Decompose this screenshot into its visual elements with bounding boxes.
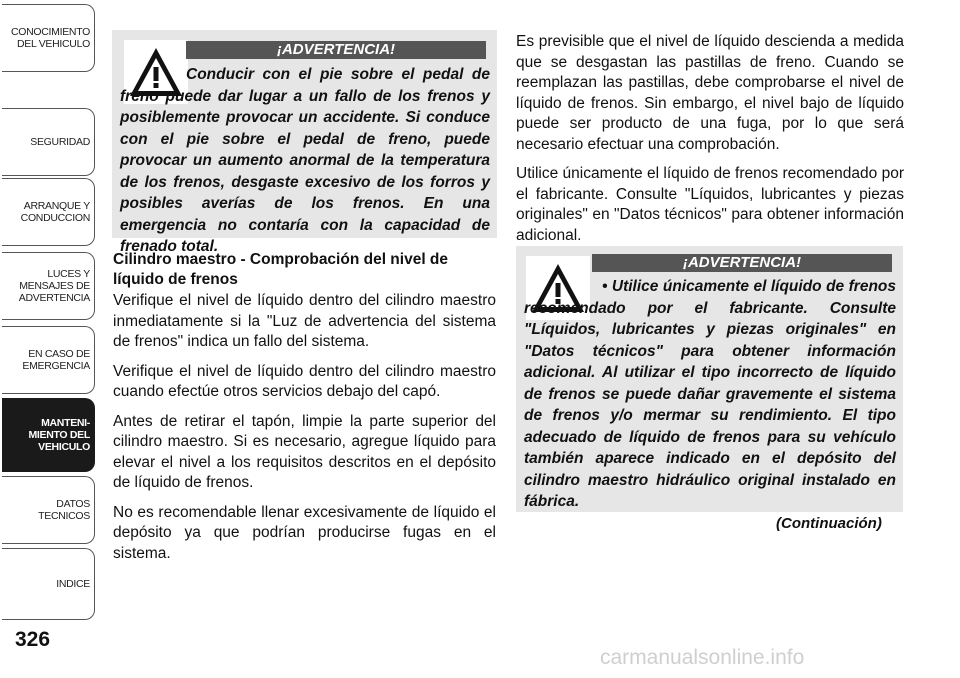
- tab-emergencia[interactable]: EN CASO DE EMERGENCIA: [2, 326, 95, 394]
- section-title: Cilindro maestro - Comprobación del nivel de líquido de frenos: [113, 251, 449, 288]
- left-paragraph-3: Antes de retirar el tapón, limpie la parte superior del cilindro maestro. Si es necesario, agregue líquido para elevar el nivel a los requisitos descritos en el depósito de líquido de frenos.: [113, 412, 496, 491]
- right-paragraph-1: Es previsible que el nivel de líquido descienda a medida que se desgastan las pastillas de freno. Cuando se reemplazan las pastillas, debe comprobarse el nivel de líquido de frenos. Sin embargo, el nivel bajo de líquido puede ser producto de una fuga, por lo que será necesario efectuar una comprobación.: [516, 33, 904, 153]
- left-warning-text: Conducir con el pie sobre el pedal de freno puede dar lugar a un fallo de los frenos y posiblemente provocar un accidente. Si conduce con el pie sobre el pedal de freno, puede provocar un aumento anormal de la temperatura de los frenos, desgaste excesivo de los forros y posibles averías de los frenos. En una emergencia no contaría con la capacidad de frenado total.: [120, 66, 490, 255]
- tab-conocimiento[interactable]: CONOCIMIENTO DEL VEHICULO: [2, 4, 95, 72]
- tab-indice[interactable]: INDICE: [2, 548, 95, 620]
- tab-luces[interactable]: LUCES Y MENSAJES DE ADVERTENCIA: [2, 252, 95, 320]
- right-body: [516, 32, 904, 255]
- left-body: [113, 291, 496, 573]
- right-warning-box: [516, 246, 903, 512]
- right-warning-header: ¡ADVERTENCIA!: [592, 254, 892, 272]
- continued-label: (Continuación): [776, 515, 882, 532]
- left-paragraph-2: Verifique el nivel de líquido dentro del cilindro maestro cuando efectúe otros servicios debajo del capó.: [113, 362, 496, 400]
- tab-arranque[interactable]: ARRANQUE Y CONDUCCION: [2, 178, 95, 246]
- right-warning-text: • Utilice únicamente el líquido de frenos recomendado por el fabricante. Consulte "Líquidos, lubricantes y piezas originales" en "Datos técnicos" para obtener información adicional. Al utilizar el tipo incorrecto de líquido de frenos se puede dañar gravemente el sistema de frenos y/o mermar su rendimiento. El tipo adecuado de líquido de frenos para su vehículo también aparece indicado en el depósito del cilindro maestro hidráulico original instalado en fábrica.: [524, 278, 896, 510]
- left-paragraph-1: Verifique el nivel de líquido dentro del cilindro maestro inmediatamente si la "Luz de advertencia del sistema de frenos" indica un fallo del sistema.: [113, 292, 496, 350]
- left-paragraph-4: No es recomendable llenar excesivamente de líquido el depósito ya que podrían producirse fugas en el sistema.: [113, 503, 496, 562]
- right-paragraph-2: Utilice únicamente el líquido de frenos recomendado por el fabricante. Consulte "Líquidos, lubricantes y piezas originales" en "Datos técnicos" para obtener información adicional.: [516, 165, 904, 244]
- tab-mantenimiento[interactable]: MANTENI- MIENTO DEL VEHICULO: [2, 398, 95, 472]
- watermark: carmanualsonline.info: [600, 646, 805, 669]
- tab-datos-tecnicos[interactable]: DATOS TECNICOS: [2, 476, 95, 544]
- left-warning-box: [112, 30, 497, 255]
- page-number: 326: [15, 628, 51, 651]
- tab-seguridad[interactable]: SEGURIDAD: [2, 108, 95, 176]
- left-warning-header: ¡ADVERTENCIA!: [186, 41, 486, 59]
